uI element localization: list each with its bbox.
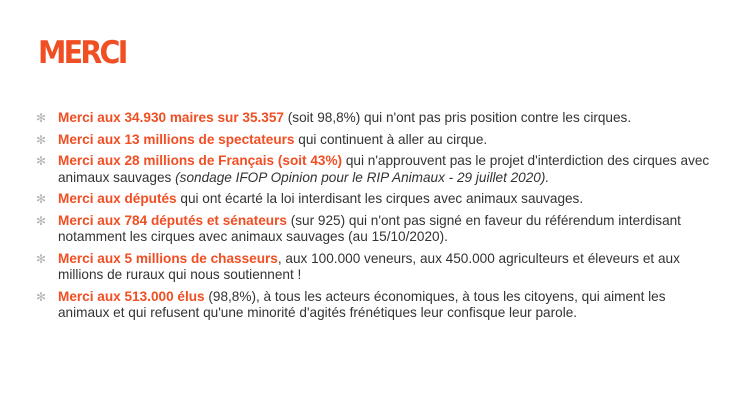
list-item bbox=[36, 251, 716, 284]
list-item bbox=[36, 289, 716, 322]
body-text: (98,8%), à tous les acteurs économiques, à tous les citoyens, qui aiment les animaux et qui refusent qu'une minorité d'agités frénétiques leur confisque leur parole. bbox=[58, 288, 666, 320]
list-item-text bbox=[58, 110, 716, 127]
asterisk-bullet-icon: ✻ bbox=[36, 154, 47, 168]
body-text: (sur 925) qui n'ont pas signé en faveur du référendum interdisant notamment les cirques avec animaux sauvages (au 15/10/2020). bbox=[58, 212, 681, 244]
slide-title: MERCI bbox=[38, 35, 126, 71]
highlight-text: Merci aux 28 millions de Français (soit 43%) bbox=[58, 153, 343, 168]
highlight-text: Merci aux 513.000 élus bbox=[58, 288, 205, 304]
body-text: qui n'approuvent pas le projet d'interdiction des cirques avec animaux sauvages bbox=[58, 153, 710, 185]
thanks-list bbox=[36, 110, 716, 327]
asterisk-bullet-icon: ✻ bbox=[36, 289, 47, 304]
list-item bbox=[36, 153, 716, 186]
asterisk-bullet-icon: ✻ bbox=[36, 251, 47, 266]
asterisk-bullet-icon: ✻ bbox=[36, 192, 47, 206]
highlight-text: Merci aux 784 députés et sénateurs bbox=[58, 212, 287, 228]
list-item-text bbox=[58, 251, 716, 284]
list-item bbox=[36, 213, 716, 246]
list-item-text bbox=[58, 132, 716, 149]
list-item-text bbox=[58, 213, 716, 246]
highlight-text: Merci aux 34.930 maires sur 35.357 bbox=[58, 110, 284, 125]
list-item-text bbox=[58, 289, 716, 322]
body-text: qui continuent à aller au cirque. bbox=[294, 131, 488, 147]
list-item bbox=[36, 191, 716, 208]
highlight-text: Merci aux 13 millions de spectateurs bbox=[58, 131, 295, 147]
asterisk-bullet-icon: ✻ bbox=[36, 213, 47, 228]
highlight-text: Merci aux députés bbox=[58, 191, 177, 206]
asterisk-bullet-icon: ✻ bbox=[36, 111, 47, 125]
list-item bbox=[36, 110, 716, 127]
body-text: qui ont écarté la loi interdisant les cirques avec animaux sauvages. bbox=[176, 191, 584, 206]
list-item-text bbox=[58, 191, 716, 208]
list-item bbox=[36, 132, 716, 149]
asterisk-bullet-icon: ✻ bbox=[36, 132, 47, 147]
list-item-text bbox=[58, 153, 716, 186]
body-text: (soit 98,8%) qui n'ont pas pris position contre les cirques. bbox=[283, 110, 632, 125]
body-text: , aux 100.000 veneurs, aux 450.000 agriculteurs et éleveurs et aux millions de ruraux qui nous soutiennent ! bbox=[58, 250, 680, 282]
highlight-text: Merci aux 5 millions de chasseurs bbox=[58, 250, 278, 266]
source-citation: (sondage IFOP Opinion pour le RIP Animaux - 29 juillet 2020). bbox=[175, 169, 550, 185]
